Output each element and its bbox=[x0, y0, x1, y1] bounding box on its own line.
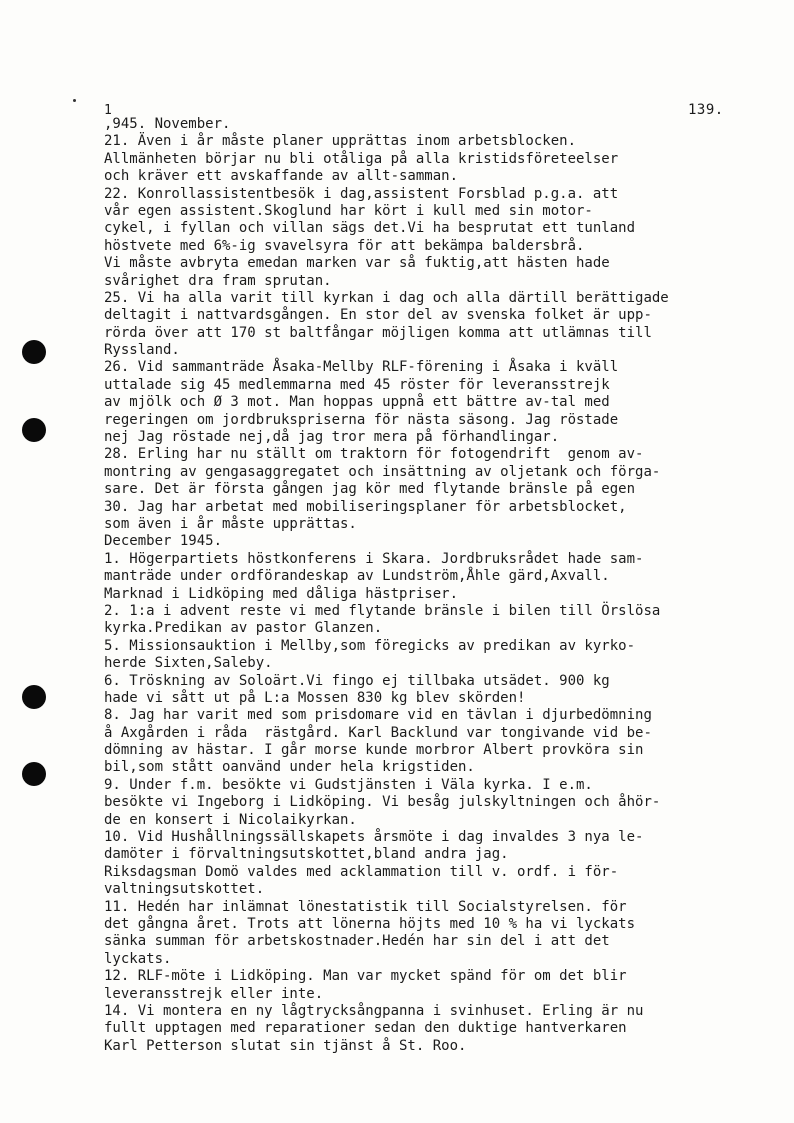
text-line: Riksdagsman Domö valdes med acklammation till v. ordf. i för- bbox=[104, 863, 619, 880]
text-line: de en konsert i Nicolaikyrkan. bbox=[104, 811, 357, 828]
text-line: 30. Jag har arbetat med mobiliseringsplaner för arbetsblocket, bbox=[104, 498, 627, 515]
punch-hole bbox=[22, 340, 46, 364]
text-line: 6. Tröskning av Soloärt.Vi fingo ej tillbaka utsädet. 900 kg bbox=[104, 672, 610, 689]
text-line: 8. Jag har varit med som prisdomare vid en tävlan i djurbedömning bbox=[104, 707, 652, 724]
text-line: 10. Vid Hushållningssällskapets årsmöte i dag invaldes 3 nya le- bbox=[104, 829, 644, 846]
text-line: 22. Konrollassistentbesök i dag,assistent Forsblad p.g.a. att bbox=[104, 185, 619, 202]
year-mark: 1 bbox=[104, 103, 112, 118]
text-line: av mjölk och Ø 3 mot. Man hoppas uppnå ett bättre av-tal med bbox=[104, 394, 610, 411]
text-line: 25. Vi ha alla varit till kyrkan i dag och alla därtill berättigade bbox=[104, 289, 669, 306]
text-line: som även i år måste upprättas. bbox=[104, 515, 357, 532]
text-line: svårighet dra fram sprutan. bbox=[104, 272, 332, 289]
text-line: och kräver ett avskaffande av allt-samman. bbox=[104, 168, 459, 185]
text-line: 2. 1:a i advent reste vi med flytande bränsle i bilen till Örslösa bbox=[104, 602, 661, 619]
text-line: höstvete med 6%-ig svavelsyra för att bekämpa baldersbrå. bbox=[104, 237, 585, 254]
text-line: 28. Erling har nu ställt om traktorn för fotogendrift genom av- bbox=[104, 446, 644, 463]
text-line: Vi måste avbryta emedan marken var så fuktig,att hästen hade bbox=[104, 255, 610, 272]
text-line: 1. Högerpartiets höstkonferens i Skara. Jordbruksrådet hade sam- bbox=[104, 550, 644, 567]
text-line: 5. Missionsauktion i Mellby,som föregicks av predikan av kyrko- bbox=[104, 637, 636, 654]
punch-hole bbox=[22, 685, 46, 709]
page-number: 139. bbox=[688, 102, 724, 118]
text-line: det gångna året. Trots att lönerna höjts med 10 % ha vi lyckats bbox=[104, 915, 636, 932]
text-line: sare. Det är första gången jag kör med flytande bränsle på egen bbox=[104, 481, 636, 498]
text-line: hade vi sått ut på L:a Mossen 830 kg blev skörden! bbox=[104, 689, 526, 706]
text-line: deltagit i nattvardsgången. En stor del av svenska folket är upp- bbox=[104, 307, 652, 324]
text-line: Ryssland. bbox=[104, 342, 180, 359]
text-line: lyckats. bbox=[104, 950, 172, 967]
text-line: vår egen assistent.Skoglund har kört i kull med sin motor- bbox=[104, 202, 593, 219]
text-line: damöter i förvaltningsutskottet,bland andra jag. bbox=[104, 846, 509, 863]
text-line: montring av gengasaggregatet och insättning av oljetank och förga- bbox=[104, 463, 661, 480]
text-line: uttalade sig 45 medlemmarna med 45 röster för leveransstrejk bbox=[104, 376, 610, 393]
text-line: besökte vi Ingeborg i Lidköping. Vi besåg julskyltningen och åhör- bbox=[104, 794, 661, 811]
text-line: 26. Vid sammanträde Åsaka-Mellby RLF-förening i Åsaka i kväll bbox=[104, 359, 619, 376]
text-line: å Axgården i råda rästgård. Karl Backlund var tongivande vid be- bbox=[104, 724, 652, 741]
text-line: fullt upptagen med reparationer sedan den duktige hantverkaren bbox=[104, 1020, 627, 1037]
text-line: Allmänheten börjar nu bli otåliga på alla kristidsföreteelser bbox=[104, 150, 619, 167]
text-line: dömning av hästar. I går morse kunde morbror Albert provköra sin bbox=[104, 742, 644, 759]
text-line: sänka summan för arbetskostnader.Hedén har sin del i att det bbox=[104, 933, 610, 950]
text-line: December 1945. bbox=[104, 533, 223, 550]
text-line: Karl Petterson slutat sin tjänst å St. Roo. bbox=[104, 1037, 467, 1054]
text-line: leveransstrejk eller inte. bbox=[104, 985, 324, 1002]
text-line: 9. Under f.m. besökte vi Gudstjänsten i Väla kyrka. I e.m. bbox=[104, 776, 593, 793]
diary-text bbox=[104, 116, 744, 1055]
text-line: 11. Hedén har inlämnat lönestatistik till Socialstyrelsen. för bbox=[104, 898, 627, 915]
text-line: 21. Även i år måste planer upprättas inom arbetsblocken. bbox=[104, 133, 577, 150]
text-line: nej Jag röstade nej,då jag tror mera på förhandlingar. bbox=[104, 429, 560, 446]
punch-hole bbox=[22, 418, 46, 442]
text-line: cykel, i fyllan och villan sägs det.Vi ha besprutat ett tunland bbox=[104, 220, 636, 237]
text-line: herde Sixten,Saleby. bbox=[104, 655, 273, 672]
text-line: ,945. November. bbox=[104, 116, 231, 132]
text-line: manträde under ordförandeskap av Lundström,Åhle gärd,Axvall. bbox=[104, 568, 610, 585]
text-line: bil,som stått oanvänd under hela krigstiden. bbox=[104, 759, 475, 776]
text-line: 14. Vi montera en ny lågtrycksångpanna i svinhuset. Erling är nu bbox=[104, 1002, 644, 1019]
text-line: regeringen om jordbrukspriserna för nästa säsong. Jag röstade bbox=[104, 411, 619, 428]
text-line: Marknad i Lidköping med dåliga hästpriser. bbox=[104, 585, 459, 602]
punch-hole bbox=[22, 762, 46, 786]
text-line: kyrka.Predikan av pastor Glanzen. bbox=[104, 620, 383, 637]
text-line: valtningsutskottet. bbox=[104, 881, 265, 898]
ink-dot bbox=[73, 99, 76, 102]
text-line: rörda över att 170 st baltfångar möjligen komma att utlämnas till bbox=[104, 324, 652, 341]
text-line: 12. RLF-möte i Lidköping. Man var mycket spänd för om det blir bbox=[104, 968, 627, 985]
